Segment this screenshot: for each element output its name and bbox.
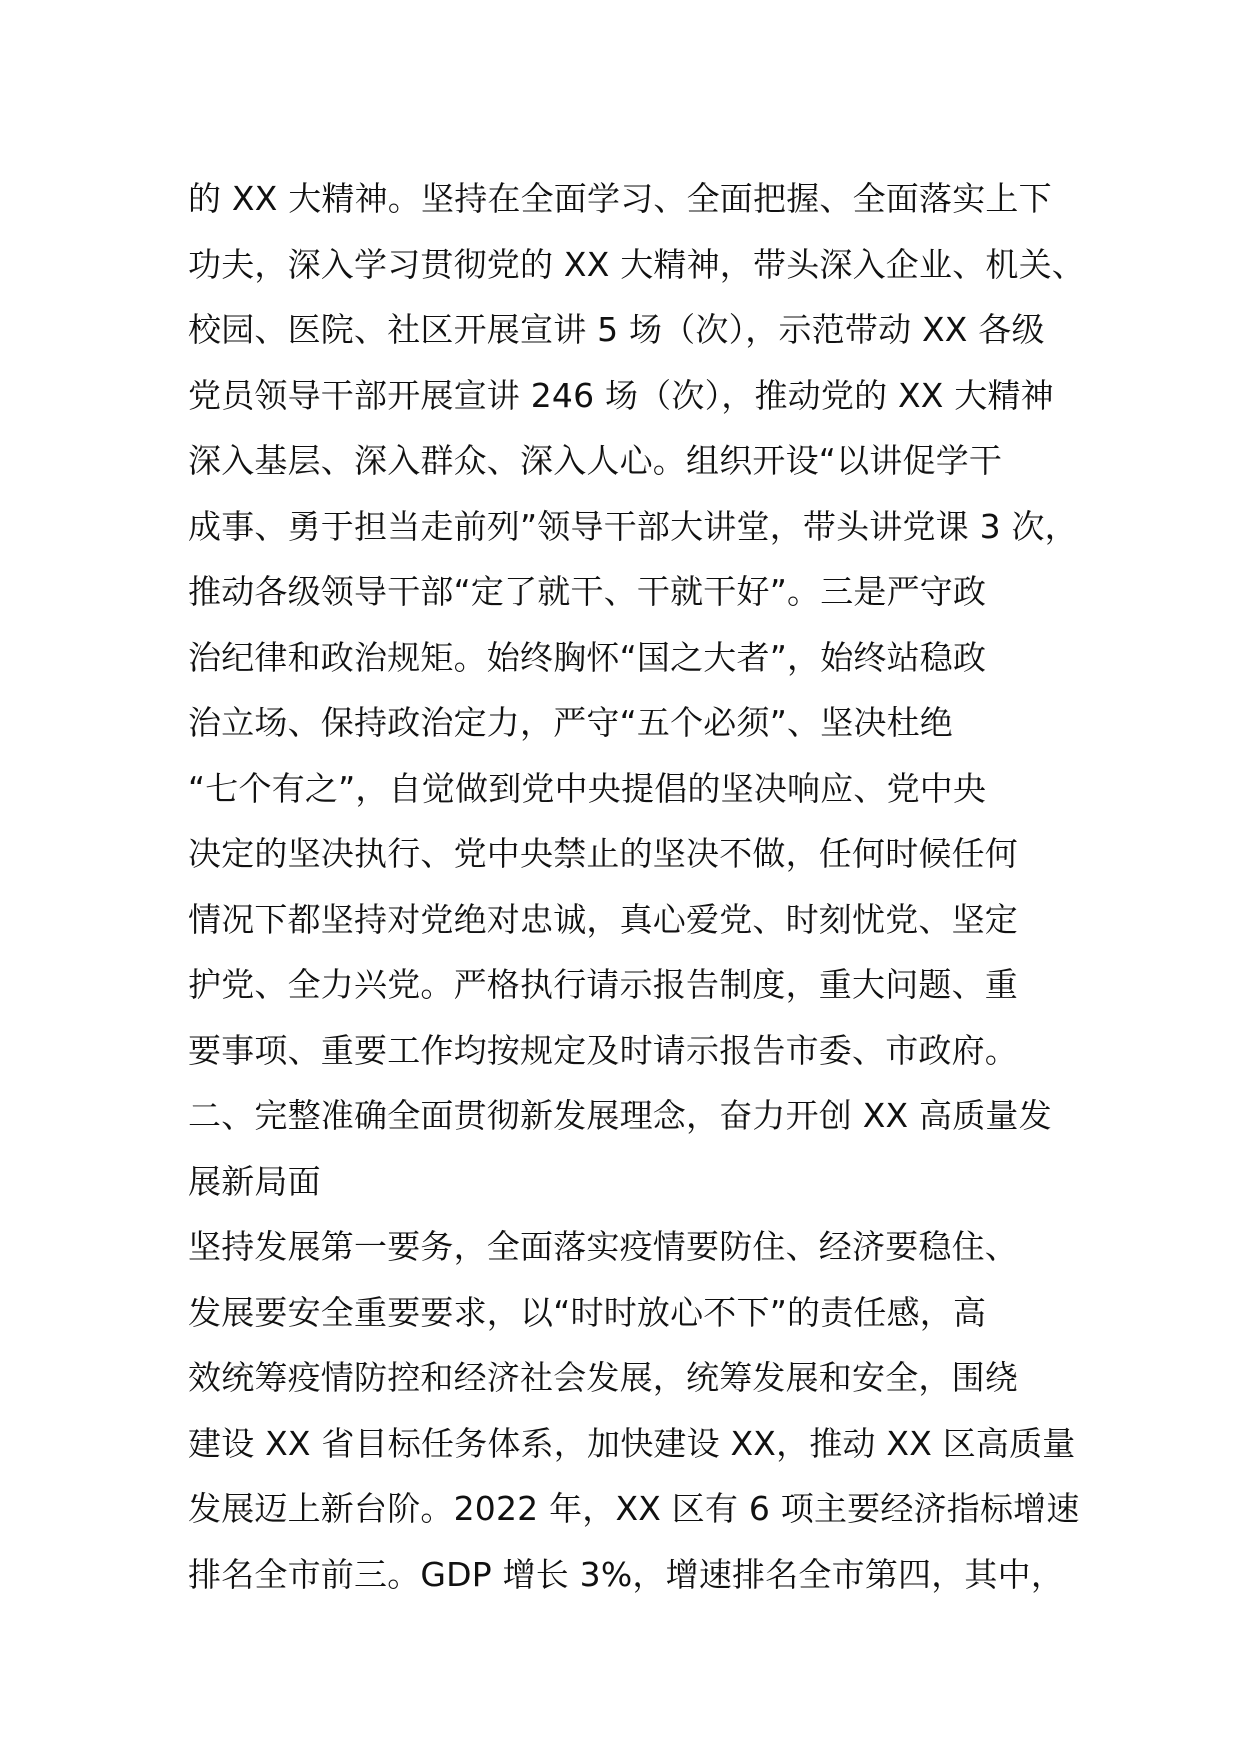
text-line: 坚持发展第一要务，全面落实疫情要防住、经济要稳住、	[188, 1227, 1018, 1266]
section-heading-line: 二、完整准确全面贯彻新发展理念，奋力开创 XX 高质量发	[188, 1096, 1052, 1135]
text-line: 发展迈上新台阶。2022 年，XX 区有 6 项主要经济指标增速	[188, 1489, 1080, 1528]
text-line: 建设 XX 省目标任务体系，加快建设 XX，推动 XX 区高质量	[188, 1423, 1076, 1463]
text-line: 治立场、保持政治定力，严守“五个必须”、坚决杜绝	[188, 703, 953, 742]
text-line: 情况下都坚持对党绝对忠诚，真心爱党、时刻忧党、坚定	[188, 899, 1018, 939]
text-line: 决定的坚决执行、党中央禁止的坚决不做，任何时候任何	[188, 834, 1018, 873]
text-line: 治纪律和政治规矩。始终胸怀“国之大者”，始终站稳政	[188, 637, 987, 677]
text-line: 的 XX 大精神。坚持在全面学习、全面把握、全面落实上下	[188, 179, 1052, 218]
text-line: 深入基层、深入群众、深入人心。组织开设“以讲促学干	[188, 441, 1003, 480]
text-line: 排名全市前三。GDP 增长 3%，增速排名全市第四，其中，	[188, 1554, 1065, 1594]
text-line: 功夫，深入学习贯彻党的 XX 大精神，带头深入企业、机关、	[188, 244, 1085, 284]
text-line: 校园、医院、社区开展宣讲 5 场（次），示范带动 XX 各级	[188, 310, 1045, 349]
text-line: 效统筹疫情防控和经济社会发展，统筹发展和安全，围绕	[188, 1358, 1018, 1397]
text-line: 推动各级领导干部“定了就干、干就干好”。三是严守政	[188, 572, 987, 611]
text-line: “七个有之”，自觉做到党中央提倡的坚决响应、党中央	[188, 768, 987, 808]
text-line: 护党、全力兴党。严格执行请示报告制度，重大问题、重	[188, 965, 1018, 1004]
text-line: 成事、勇于担当走前列”领导干部大讲堂，带头讲党课 3 次，	[188, 506, 1078, 546]
text-line: 发展要安全重要要求，以“时时放心不下”的责任感，高	[188, 1292, 987, 1332]
text-line: 要事项、重要工作均按规定及时请示报告市委、市政府。	[188, 1030, 1018, 1070]
text-line: 党员领导干部开展宣讲 246 场（次），推动党的 XX 大精神	[188, 375, 1054, 415]
body-text	[188, 166, 1088, 1607]
section-heading-line: 展新局面	[188, 1161, 321, 1201]
